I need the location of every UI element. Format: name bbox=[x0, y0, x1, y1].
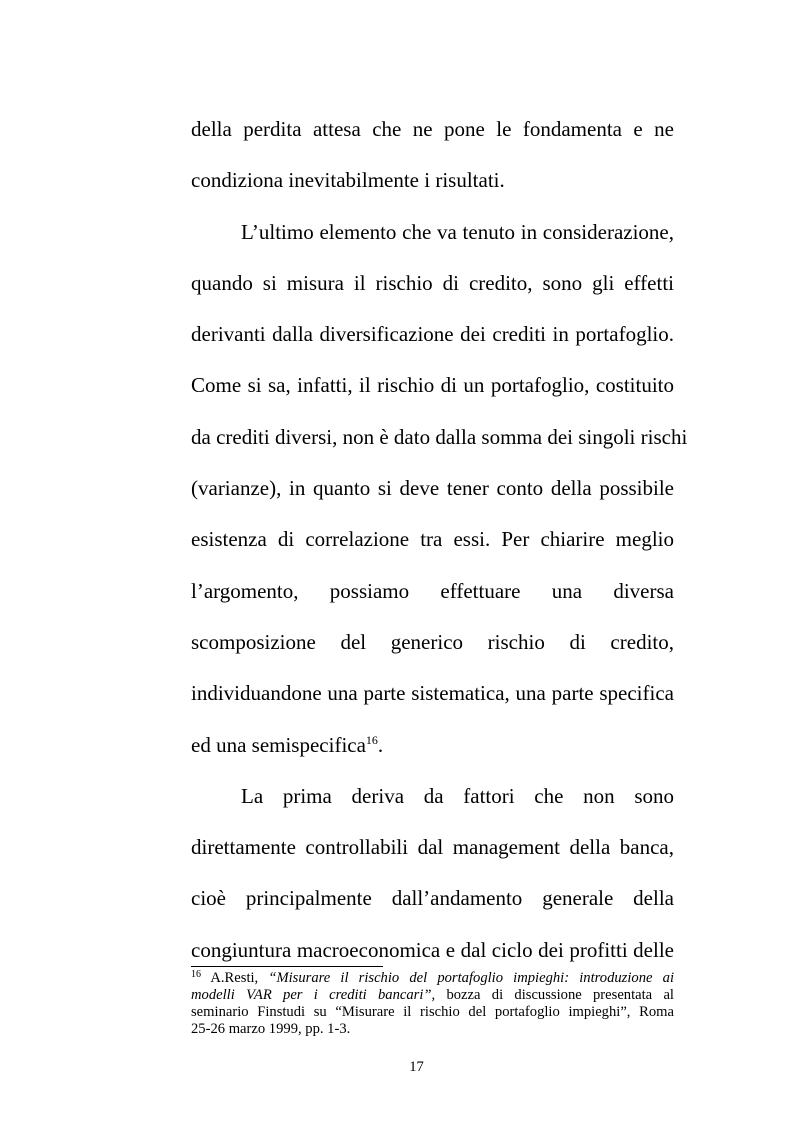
text-line-with-footnote bbox=[191, 720, 674, 771]
footnote-line bbox=[191, 987, 674, 1004]
text-line: direttamente controllabili dal management della banca, bbox=[191, 835, 674, 860]
footnote-line: seminario Finstudi su “Misurare il rischio del portafoglio impieghi”, Roma bbox=[191, 1004, 674, 1020]
text-line: L’ultimo elemento che va tenuto in considerazione, bbox=[241, 219, 674, 244]
text-line: ed una semispecifica bbox=[191, 732, 366, 757]
text-line: cioè principalmente dall’andamento generale della bbox=[191, 886, 674, 911]
paragraph-2 bbox=[191, 207, 688, 771]
text-line: (varianze), in quanto si deve tener conto della possibile bbox=[191, 476, 674, 501]
sentence-end: . bbox=[377, 732, 384, 757]
text-line: l’argomento, possiamo effettuare una diversa bbox=[191, 578, 674, 603]
paragraph-3 bbox=[191, 771, 674, 976]
text-line: condiziona inevitabilmente i risultati. bbox=[191, 168, 505, 193]
text-line: della perdita attesa che ne pone le fondamenta e ne bbox=[191, 117, 674, 141]
text-line: Come si sa, infatti, il rischio di un portafoglio, costituito bbox=[191, 373, 674, 398]
footnote-title: “Misurare il rischio del portafoglio impieghi: introduzione ai bbox=[268, 970, 674, 986]
body-text bbox=[191, 104, 688, 976]
text-line: individuandone una parte sistematica, una parte specifica bbox=[191, 681, 674, 706]
footnote-reference[interactable]: 16 bbox=[365, 732, 378, 747]
text-line: quando si misura il rischio di credito, sono gli effetti bbox=[191, 270, 674, 295]
footnote-line bbox=[191, 970, 674, 987]
footnote-line: 25-26 marzo 1999, pp. 1-3. bbox=[191, 1021, 351, 1037]
footnote-text: bozza di discussione presentata al bbox=[446, 987, 674, 1003]
footnote-author: A.Resti, bbox=[210, 970, 259, 986]
paragraph-1 bbox=[191, 104, 674, 207]
text-line: esistenza di correlazione tra essi. Per chiarire meglio bbox=[191, 527, 674, 552]
text-line: congiuntura macroeconomica e dal ciclo dei profitti delle bbox=[191, 937, 674, 962]
footnote-title: modelli VAR per i crediti bancari”, bbox=[191, 987, 436, 1003]
text-line: da crediti diversi, non è dato dalla somma dei singoli rischi bbox=[191, 424, 688, 449]
text-line: derivanti dalla diversificazione dei crediti in portafoglio. bbox=[191, 322, 674, 347]
footnote-16 bbox=[191, 970, 674, 1038]
page-number: 17 bbox=[409, 1059, 424, 1075]
footnote-separator bbox=[191, 966, 383, 967]
footnote-number: 16 bbox=[191, 969, 201, 980]
text-line: La prima deriva da fattori che non sono bbox=[241, 783, 674, 808]
text-line: scomposizione del generico rischio di credito, bbox=[191, 629, 674, 654]
